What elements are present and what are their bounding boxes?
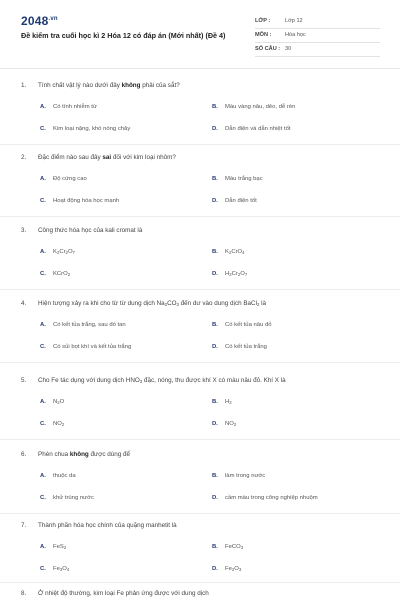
question-divider [0,439,400,440]
header-divider [0,68,400,69]
question-stem: 8. Ở nhiệt độ thường, kim loại Fe phản ứng được với dung dịch [21,590,209,597]
option-d[interactable]: D. Có kết tủa trắng [212,344,267,350]
option-c[interactable]: C. $NO_2$ [40,421,65,427]
option-c[interactable]: C. khử trùng nước [40,495,94,501]
option-d[interactable]: D. cầm màu trong công nghiệp nhuộm [212,495,318,501]
formula: $NO_2$ [225,421,237,427]
question-stem: 5. Cho Fe tác dụng với dung dịch $HNO_3$ đặc, nóng, thu được khí X có màu nâu đỏ. Khí X là [21,377,286,384]
option-b[interactable]: B. $K_2CrO_4$ [212,249,245,255]
question-stem: 3. Công thức hóa học của kali cromat là [21,227,143,234]
option-d[interactable]: D. $NO_2$ [212,421,237,427]
option-b[interactable]: B. Có kết tủa nâu đỏ [212,322,272,328]
formula: $H_2$ [225,399,232,405]
option-a[interactable]: A. $N_2O$ [40,399,65,405]
option-a[interactable]: A. Có kết tủa trắng, sau đó tan [40,322,126,328]
option-a[interactable]: A. Độ cứng cao [40,176,87,182]
option-d[interactable]: D. Dẫn điện và dẫn nhiệt tốt [212,126,291,132]
question-divider [0,362,400,363]
meta-question-count: SỐ CÂU : 30 [255,43,380,57]
formula: Cho Fe tác dụng với dung dịch $HNO_3$ đặc, nóng, thu được khí X có màu nâu đỏ. Khí X là [38,377,286,384]
site-logo[interactable]: $2048^{.vn}$ [21,14,58,28]
formula: FeCO$_3$ [225,544,244,550]
option-b[interactable]: B. Màu vàng nâu, dẻo, dễ rèn [212,104,296,110]
option-d[interactable]: D. Dẫn điện tốt [212,198,257,204]
exam-meta [255,15,380,57]
question-stem: 2. Đặc điểm nào sau đây sai đối với kim loại nhôm? [21,154,176,161]
option-c[interactable]: C. Hoạt động hóa học mạnh [40,198,120,204]
option-b[interactable]: B. $H_2$ [212,399,232,405]
question-divider [0,289,400,290]
formula: $K_2Cr_2O_7$ [53,249,75,255]
formula: $Fe_3O_4$ [53,566,70,572]
header [0,0,400,66]
question-stem: 6. Phèn chua không được dùng để [21,451,131,458]
question-divider [0,513,400,514]
option-d[interactable]: D. $Fe_2O_3$ [212,566,242,572]
meta-class: LỚP : Lớp 12 [255,15,380,29]
formula: $H_2Cr_2O_7$ [225,271,248,277]
formula: $NO_2$ [53,421,65,427]
option-b[interactable]: B. FeCO$_3$ [212,544,244,550]
question-divider [0,582,400,583]
option-c[interactable]: C. $Fe_3O_4$ [40,566,70,572]
question-stem: 1. Tính chất vật lý nào dưới đây không phải của sắt? [21,82,180,89]
option-b[interactable]: B. Màu trắng bạc [212,176,263,182]
option-a[interactable]: A. thuộc da [40,473,76,479]
meta-subject: MÔN : Hóa học [255,29,380,43]
question-stem: 4. Hiện tượng xảy ra khi cho từ từ dung dịch $Na_2CO_3$ đến dư vào dung dịch BaCl$_2$ là [21,300,267,307]
option-b[interactable]: B. làm trong nước [212,473,266,479]
formula: $K_2CrO_4$ [225,249,245,255]
option-c[interactable]: C. Có sủi bọt khí và kết tủa trắng [40,344,132,350]
question-stem: 7. Thành phần hóa học chính của quặng manhetit là [21,522,177,529]
option-a[interactable]: A. FeS$_2$ [40,544,67,550]
option-d[interactable]: D. $H_2Cr_2O_7$ [212,271,248,277]
formula: FeS$_2$ [53,544,67,550]
question-divider [0,216,400,217]
formula: Hiện tượng xảy ra khi cho từ từ dung dịch $Na_2CO_3$ đến dư vào dung dịch BaCl$_2$ là [38,300,267,307]
exam-title: Đề kiểm tra cuối học kì 2 Hóa 12 có đáp án (Mới nhất) (Đề 4) [21,31,226,40]
formula: KCrO$_2$ [53,271,71,277]
option-c[interactable]: C. Kim loại nặng, khó nóng chảy [40,126,131,132]
question-divider [0,144,400,145]
option-a[interactable]: A. $K_2Cr_2O_7$ [40,249,75,255]
formula: $Fe_2O_3$ [225,566,242,572]
formula: $N_2O$ [53,399,65,405]
option-c[interactable]: C. KCrO$_2$ [40,271,71,277]
option-a[interactable]: A. Có tính nhiễm từ [40,104,97,110]
